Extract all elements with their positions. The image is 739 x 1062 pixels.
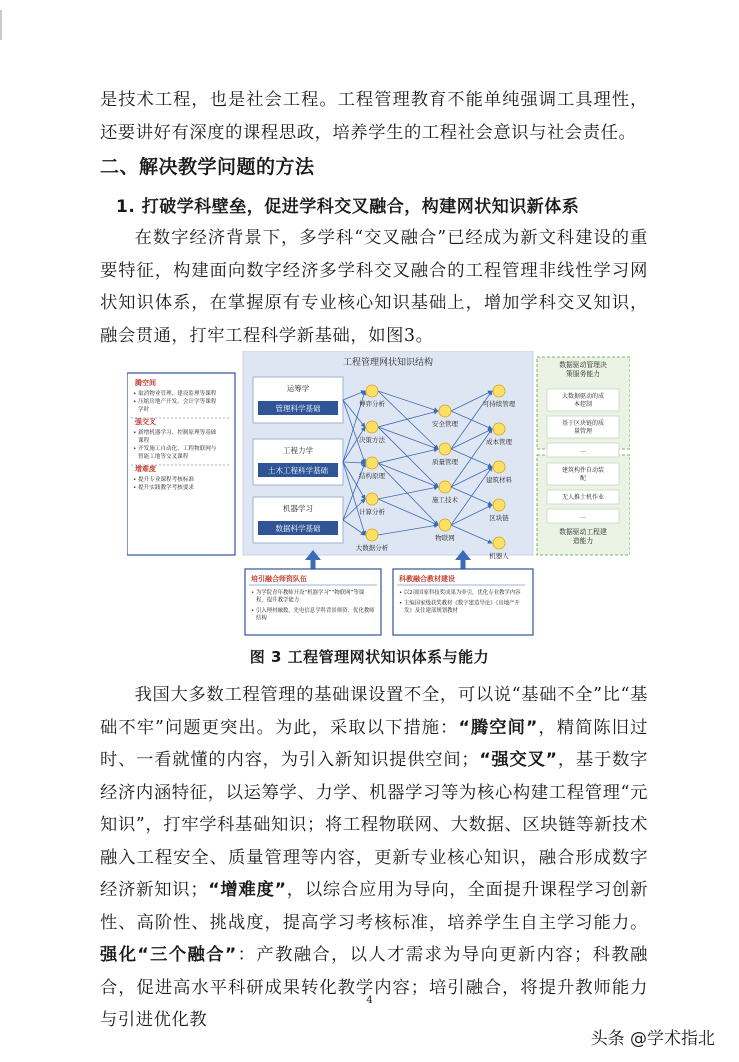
- figure-title: 工程管理网状知识结构: [342, 358, 434, 368]
- left-edge-mark: [0, 10, 2, 40]
- network-node: [439, 481, 451, 493]
- section-heading: 二、解决教学问题的方法: [100, 156, 315, 178]
- network-node-label: 区块链: [489, 514, 509, 522]
- right-box-title: 造能力: [572, 537, 594, 545]
- bottom-box-item: 程，提升教学能力: [256, 597, 300, 604]
- network-node: [439, 519, 451, 531]
- core-box-label: 工程力学: [283, 446, 313, 455]
- left-section-item: • 压缩房地产开发、会计学等课程: [133, 399, 217, 405]
- network-node-label: 质量管理: [432, 458, 458, 466]
- network-node-label: 物联网: [435, 534, 455, 542]
- right-item-label: 配: [579, 475, 587, 482]
- text-run: ，基于数字经济内涵特征，以运筹学、力学、机器学习等为核心构建工程管理“元知识”，打牢学科基础知识；将工程物联网、大数据、区块链等新技术融入工程安全、质量管理等内容，更新专业核心知识，融合形成数字经济新知识；: [100, 750, 648, 900]
- network-node-label: 结构原理: [359, 472, 385, 480]
- right-box-title: 策服务能力: [566, 370, 600, 378]
- bottom-box-item: • 引入理材融数，先电信息学科背景师资，优化教师: [251, 608, 375, 614]
- network-node-label: 成本管理: [486, 438, 512, 446]
- bottom-box-item: • 为学院青年教师开设“机器学习”“物联网”等课: [251, 590, 365, 596]
- network-node-label: 建筑材料: [486, 476, 512, 484]
- core-box-label: 运筹学: [286, 384, 310, 393]
- core-base-label: 管理科学基础: [275, 404, 321, 413]
- right-box-title: 数据驱动管理决: [559, 361, 607, 369]
- core-box-label: 机器学习: [283, 504, 313, 513]
- network-node: [366, 385, 378, 397]
- left-section-item: 学时: [138, 407, 150, 413]
- bottom-box-item: • 主编国家级获奖教材《数字建造导论》《房地产开: [399, 600, 520, 607]
- network-node: [493, 385, 505, 397]
- right-item-label: 量管理: [573, 428, 593, 435]
- left-section-title: 强交叉: [135, 418, 156, 426]
- network-node-label: 大数据分析: [355, 544, 389, 552]
- left-section-item: • 开发施工自动化、工程物联网与: [133, 446, 217, 452]
- left-section-title: 增难度: [135, 465, 156, 473]
- network-node: [493, 461, 505, 473]
- core-base-label: 数据科学基础: [275, 524, 321, 533]
- figure-caption: 图 3 工程管理网状知识体系与能力: [249, 648, 490, 666]
- left-section-item: 课程: [138, 438, 150, 444]
- bottom-box-title: 科教融合教材建设: [399, 575, 455, 583]
- bold-term: “腾空间”: [458, 717, 538, 738]
- right-item-label: 无人推土机作业: [561, 494, 605, 501]
- network-node: [366, 457, 378, 469]
- network-node-label: 计算分析: [359, 508, 385, 516]
- right-item-label: 基于区块链的质: [561, 420, 605, 427]
- network-node-label: 机器人: [489, 552, 509, 560]
- bold-term: “增难度”: [208, 880, 287, 900]
- paragraph-intro: 在数字经济背景下，多学科“交叉融合”已经成为新文科建设的重要特征，构建面向数字经济多学科交叉融合的工程管理非线性学习网状知识体系，在掌握原有专业核心知识基础上，增加学科交叉知识，融会贯通，打牢工程科学新基础，如图3。: [100, 228, 648, 346]
- left-section-title: 腾空间: [135, 379, 156, 387]
- core-base-label: 土木工程科学基础: [268, 466, 328, 475]
- text-run: ，精简陈旧过时、一看就懂的内容，为引入新知识提供空间；: [100, 717, 648, 770]
- bottom-box-item: 发》及住建部规划教材: [404, 608, 458, 614]
- left-section-item: • 新增机器学习、控制原理等基础: [133, 430, 217, 436]
- left-section-item: • 提升专业课程考核标准: [133, 477, 195, 483]
- right-item-label: 大数据驱动的成: [561, 393, 605, 400]
- network-node: [493, 537, 505, 549]
- right-box-title: 数据驱动工程建: [559, 528, 607, 536]
- subsection-heading: 1. 打破学科壁垒，促进学科交叉融合，构建网状知识新体系: [116, 197, 580, 217]
- right-item-label: …: [580, 513, 586, 520]
- page-number: 4: [366, 995, 373, 1006]
- text-run: 我国大多数工程管理的基础课设置不全，可以说“基础不全”比“基础不牢”问题更突出。为此，采取以下措施：: [100, 685, 648, 738]
- network-node: [366, 493, 378, 505]
- right-item-label: …: [580, 447, 586, 454]
- network-node: [366, 421, 378, 433]
- text-run: ，以综合应用为导向，全面提升课程学习创新性、高阶性、挑战度，提高学习考核标准，培养学生自主学习能力。: [100, 880, 648, 933]
- bottom-box-item: • 以2项国家科技奖成果为牵引，优化专业教学内容: [399, 590, 521, 596]
- network-node-label: 施工技术: [432, 496, 458, 504]
- bottom-box-title: 培引融合师资队伍: [251, 575, 307, 583]
- left-section-item: • 提升实践教学考核要求: [133, 485, 195, 491]
- network-node: [439, 443, 451, 455]
- network-node-label: 决策方法: [359, 436, 385, 444]
- bold-term: “强交叉”: [479, 750, 558, 770]
- network-node: [439, 405, 451, 417]
- right-item-label: 建筑构件自动装: [561, 467, 605, 474]
- network-node: [493, 423, 505, 435]
- network-node: [493, 499, 505, 511]
- network-node: [366, 529, 378, 541]
- paragraph-measures: [100, 679, 648, 1037]
- paragraph-top: 是技术工程，也是社会工程。工程管理教育不能单纯强调工具理性，还要讲好有深度的课程思政，培养学生的工程社会意识与社会责任。: [100, 90, 648, 143]
- network-node-label: 可持续管理: [482, 400, 516, 408]
- left-section-item: 智能工地等交叉课程: [138, 454, 189, 460]
- watermark-label: 头条 @学术指北: [590, 1029, 715, 1049]
- bold-term: 强化“三个融合”: [100, 945, 237, 965]
- left-section-item: • 取消物业管理、建设监理等课程: [133, 391, 217, 397]
- bottom-box-item: 结构: [256, 615, 267, 622]
- right-item-label: 本控制: [573, 401, 593, 408]
- network-node-label: 安全管理: [432, 420, 458, 428]
- network-node-label: 博弈分析: [359, 400, 385, 408]
- knowledge-network-figure: [127, 351, 630, 637]
- text-run: ：产教融合，以人才需求为导向更新内容；科教融合，促进高水平科研成果转化教学内容；培引融合，将提升教师能力与引进优化教: [100, 945, 649, 1030]
